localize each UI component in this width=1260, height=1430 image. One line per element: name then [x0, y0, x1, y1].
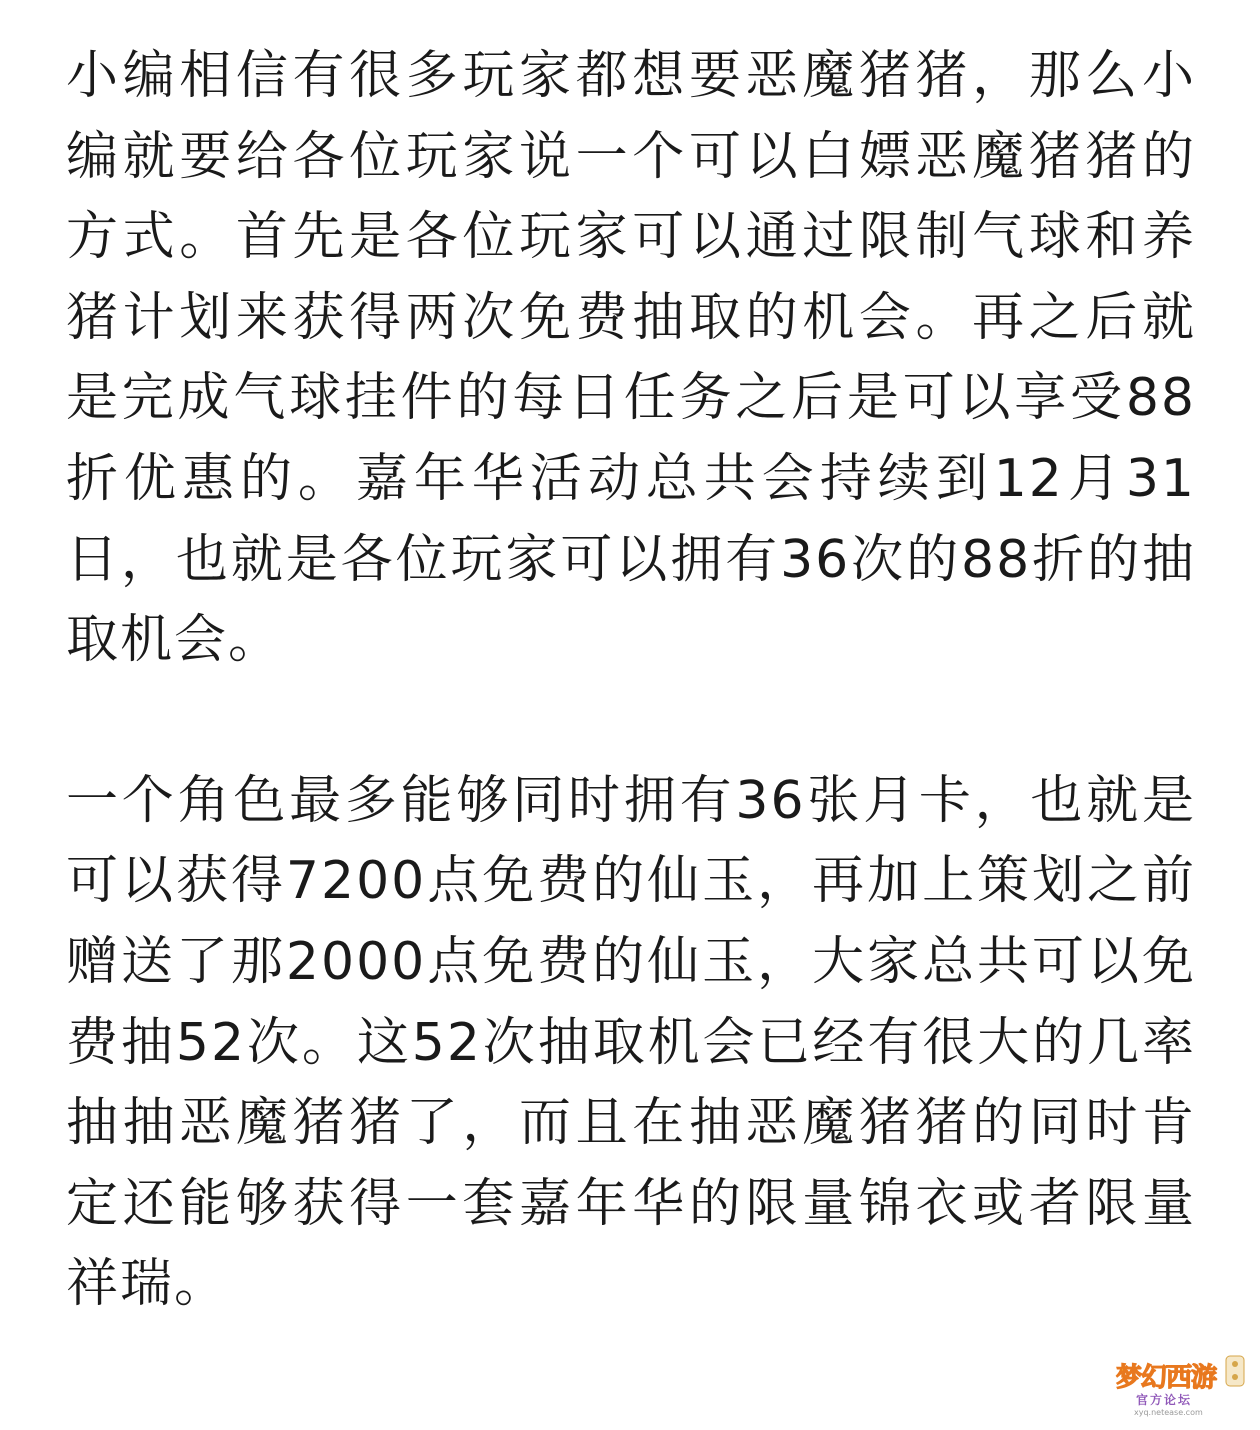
forum-logo-subtitle: 官方论坛: [1136, 1393, 1193, 1407]
forum-watermark-logo: [1114, 1350, 1246, 1418]
forum-logo-icon: [1114, 1350, 1246, 1418]
article-paragraph-2: 一个角色最多能够同时拥有36张月卡，也就是可以获得7200点免费的仙玉，再加上策划之前赠送了那2000点免费的仙玉，大家总共可以免费抽52次。这52次抽取机会已经有很大的几率抽抽恶魔猪猪了，而且在抽恶魔猪猪的同时肯定还能够获得一套嘉年华的限量锦衣或者限量祥瑞。: [66, 770, 1196, 1315]
forum-logo-url: xyq.netease.com: [1134, 1408, 1203, 1417]
forum-logo-title: 梦幻西游: [1116, 1363, 1217, 1393]
article-body: [66, 36, 1196, 1325]
article-paragraph-1: 小编相信有很多玩家都想要恶魔猪猪，那么小编就要给各位玩家说一个可以白嫖恶魔猪猪的方式。首先是各位玩家可以通过限制气球和养猪计划来获得两次免费抽取的机会。再之后就是完成气球挂件的每日任务之后是可以享受88折优惠的。嘉年华活动总共会持续到12月31日，也就是各位玩家可以拥有36次的88折的抽取机会。: [66, 46, 1196, 671]
